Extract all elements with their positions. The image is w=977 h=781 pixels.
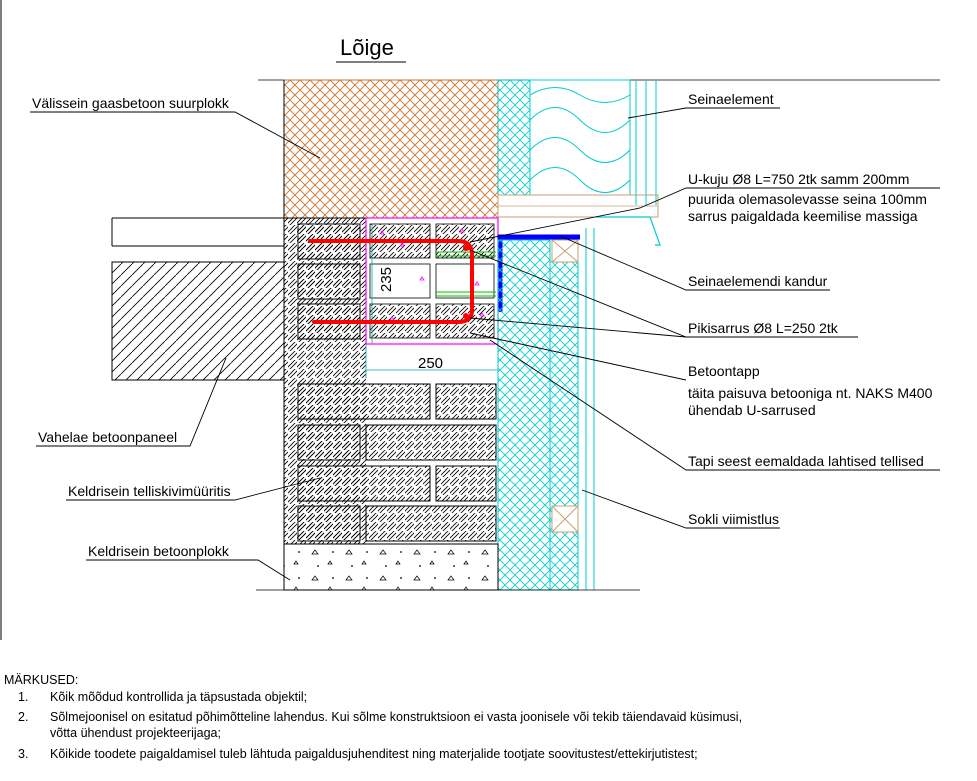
- label-basement-concrete-block: Keldrisein betoonplokk: [88, 543, 229, 559]
- label-floor-panel: Vahelae betoonpaneel: [38, 429, 178, 445]
- wall-element-insulation: [498, 80, 656, 205]
- aerated-concrete-wall: [284, 80, 498, 218]
- label-basement-brick-wall: Keldrisein telliskivimüüritis: [68, 483, 231, 499]
- longitudinal-bar-1: [463, 245, 469, 251]
- label-concrete-plug-1: Betoontapp: [688, 363, 760, 379]
- longitudinal-bar-2: [463, 313, 469, 319]
- label-concrete-plug-3: ühendab U-sarrused: [688, 402, 816, 418]
- label-plinth-finish: Sokli viimistlus: [688, 511, 780, 527]
- label-u-bar-3: sarrus paigaldada keemilise massiga: [688, 208, 918, 224]
- note-2-number: 2.: [18, 710, 29, 724]
- note-2-text-1: Sõlmejoonisel on esitatud põhimõtteline lahendus. Kui sõlme konstruktsioon ei vasta joonisele või tekib täiendavaid küsimusi,: [50, 710, 743, 724]
- svg-text:250: 250: [418, 355, 444, 372]
- note-2-text-2: võtta ühendust projekteerijaga;: [50, 726, 221, 740]
- note-1-number: 1.: [18, 690, 29, 704]
- drip-flashing: [596, 217, 660, 245]
- label-longitudinal-bar: Pikisarrus Ø8 L=250 2tk: [688, 320, 838, 336]
- label-concrete-plug-2: täita paisuva betooniga nt. NAKS M400: [688, 385, 933, 401]
- label-wall-element: Seinaelement: [688, 91, 774, 107]
- note-3-text: Kõikide toodete paigaldamisel tuleb lähtuda paigaldusjuhenditest ning materjalide tootjate soovitustest/ettekirjutistest;: [50, 747, 698, 761]
- svg-text:235: 235: [378, 266, 395, 292]
- notes-block: [4, 673, 742, 761]
- label-u-bar-2: puurida olemasolevasse seina 100mm: [688, 191, 927, 207]
- note-1-text: Kõik mõõdud kontrollida ja täpsustada objektil;: [50, 690, 308, 704]
- label-wall-element-support: Seinaelemendi kandur: [688, 273, 828, 289]
- label-u-bar-1: U-kuju Ø8 L=750 2tk samm 200mm: [688, 171, 910, 187]
- note-3-number: 3.: [18, 747, 29, 761]
- label-remove-bricks: Tapi seest eemaldada lahtised tellised: [688, 453, 924, 469]
- plinth-insulation: [498, 228, 594, 590]
- concrete-block-base: [284, 544, 498, 590]
- floor-slab: [112, 218, 284, 380]
- drawing-title: Lõige: [340, 35, 394, 60]
- notes-heading: MÄRKUSED:: [4, 673, 79, 687]
- label-exterior-wall: Välissein gaasbetoon suurplokk: [32, 95, 229, 111]
